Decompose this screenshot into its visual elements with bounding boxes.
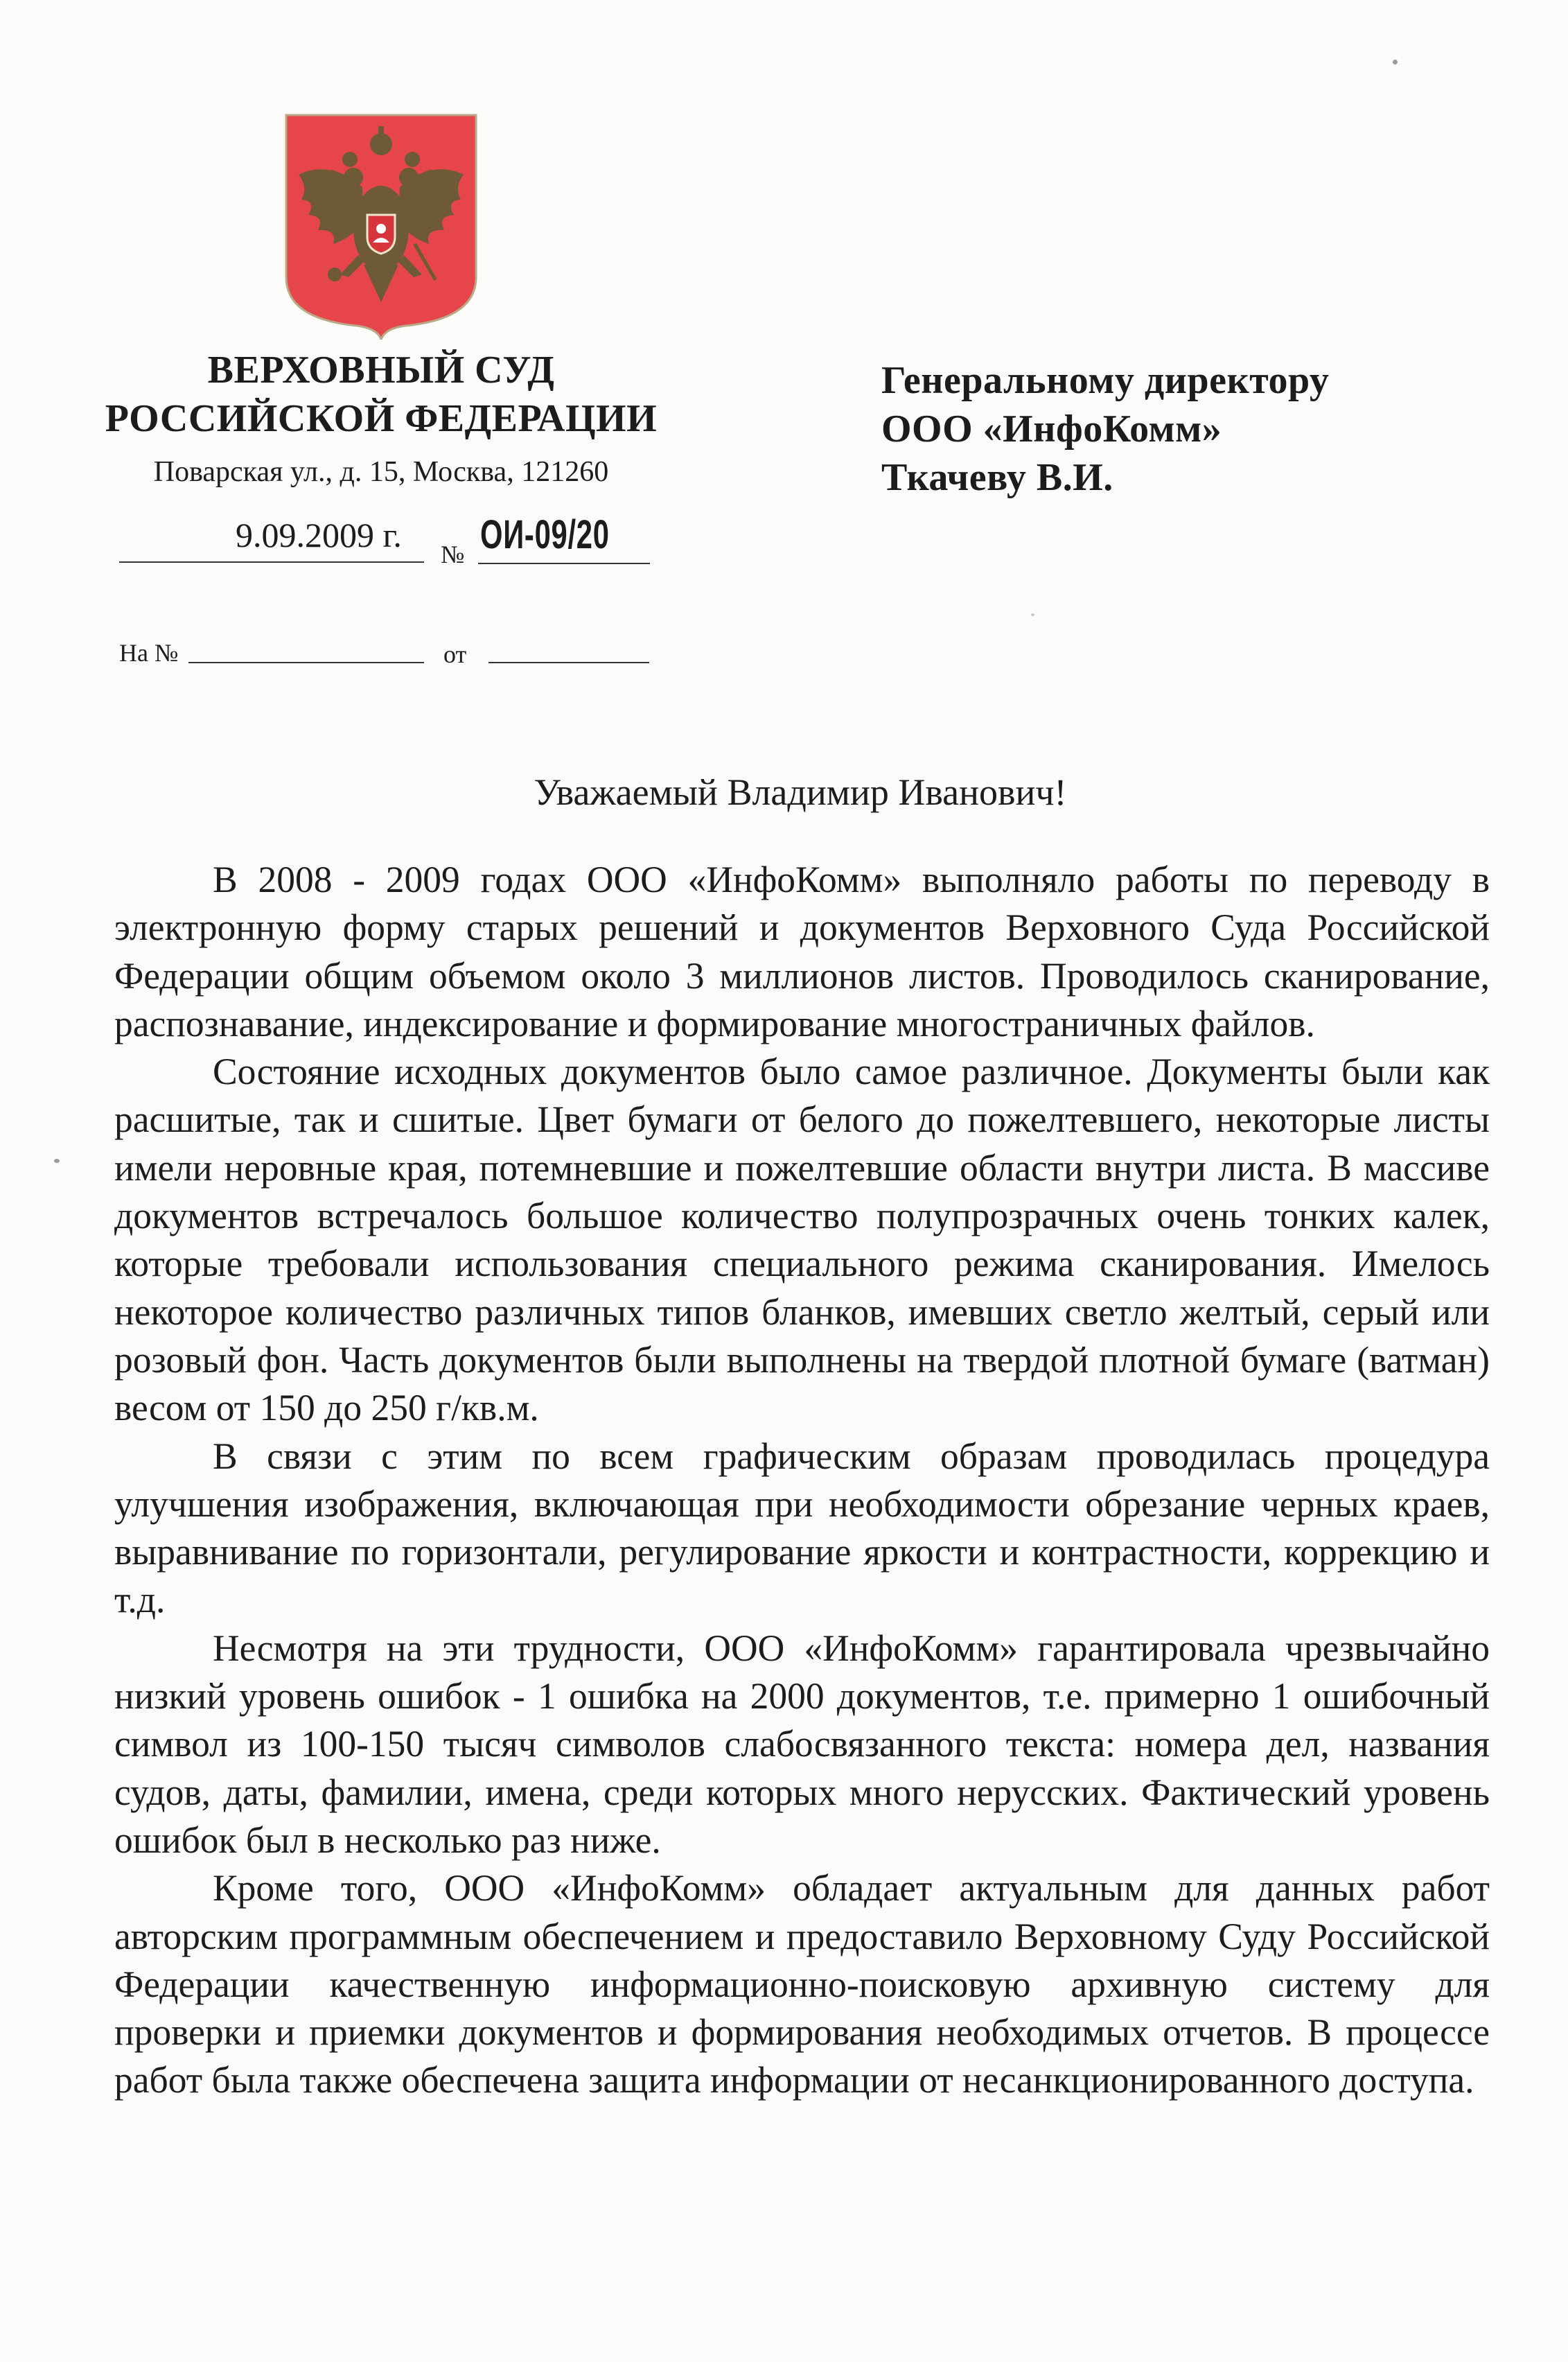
scan-speck <box>1393 60 1398 64</box>
scan-speck <box>1031 613 1034 616</box>
salutation: Уважаемый Владимир Иванович! <box>534 771 1067 813</box>
recipient-name: Ткачеву В.И. <box>881 456 1113 499</box>
coat-of-arms-emblem <box>281 111 482 340</box>
reference-date-blank <box>488 662 649 663</box>
outgoing-number: ОИ-09/20 <box>480 512 610 557</box>
body-paragraph: Состояние исходных документов было самое различное. Документы были как расшитые, так и сшитые. Цвет бумаги от белого до пожелтевшего, некоторые листы имели неровные края, потемневшие и пожелтевшие области внутри листа. В массиве документов встречалось большое количество полупрозрачных очень тонких калек, которые требовали использования специального режима сканирования. Имелось некоторое количество различных типов бланков, имевших светло желтый, серый или розовый фон. Часть документов были выполнены на твердой плотной бумаге (ватман) весом от 150 до 250 г/кв.м. <box>114 1051 1490 1429</box>
number-underline <box>478 563 650 564</box>
letter-body <box>114 856 1490 2105</box>
number-sign-label: № <box>441 541 465 568</box>
date-underline <box>119 561 424 563</box>
recipient-company: ООО «ИнфоКомм» <box>881 408 1222 450</box>
org-name-line1: ВЕРХОВНЫЙ СУД <box>207 349 555 392</box>
org-name-line2: РОССИЙСКОЙ ФЕДЕРАЦИИ <box>105 397 658 440</box>
body-paragraph: Несмотря на эти трудности, ООО «ИнфоКомм» гарантировала чрезвычайно низкий уровень ошибок - 1 ошибка на 2000 документов, т.е. примерно 1 ошибочный символ из 100-150 тысяч символов слабосвязанного текста: номера дел, названия судов, даты, фамилии, имена, среди которых много нерусских. Фактический уровень ошибок был в несколько раз ниже. <box>114 1627 1490 1861</box>
reference-number-label: На № <box>119 639 179 667</box>
reference-date-label: от <box>443 640 467 668</box>
outgoing-date: 9.09.2009 г. <box>236 516 402 554</box>
scan-speck <box>54 1159 60 1163</box>
reference-number-blank <box>188 662 424 663</box>
body-paragraph: В 2008 - 2009 годах ООО «ИнфоКомм» выполняло работы по переводу в электронную форму старых решений и документов Верховного Суда Российской Федерации общим объемом около 3 миллионов листов. Проводилось сканирование, распознавание, индексирование и формирование многостраничных файлов. <box>114 859 1490 1044</box>
org-address: Поварская ул., д. 15, Москва, 121260 <box>153 456 609 488</box>
body-paragraph: В связи с этим по всем графическим образам проводилась процедура улучшения изображения, включающая при необходимости обрезание черных краев, выравнивание по горизонтали, регулирование яркости и контрастности, коррекцию и т.д. <box>114 1435 1490 1621</box>
recipient-position: Генеральному директору <box>881 359 1330 402</box>
body-paragraph: Кроме того, ООО «ИнфоКомм» обладает актуальным для данных работ авторским программным обеспечением и предоставило Верховному Суду Российской Федерации качественную информационно-поисковую архивную систему для проверки и приемки документов и формирования необходимых отчетов. В процессе работ была также обеспечена защита информации от несанкционированного доступа. <box>114 1867 1490 2101</box>
